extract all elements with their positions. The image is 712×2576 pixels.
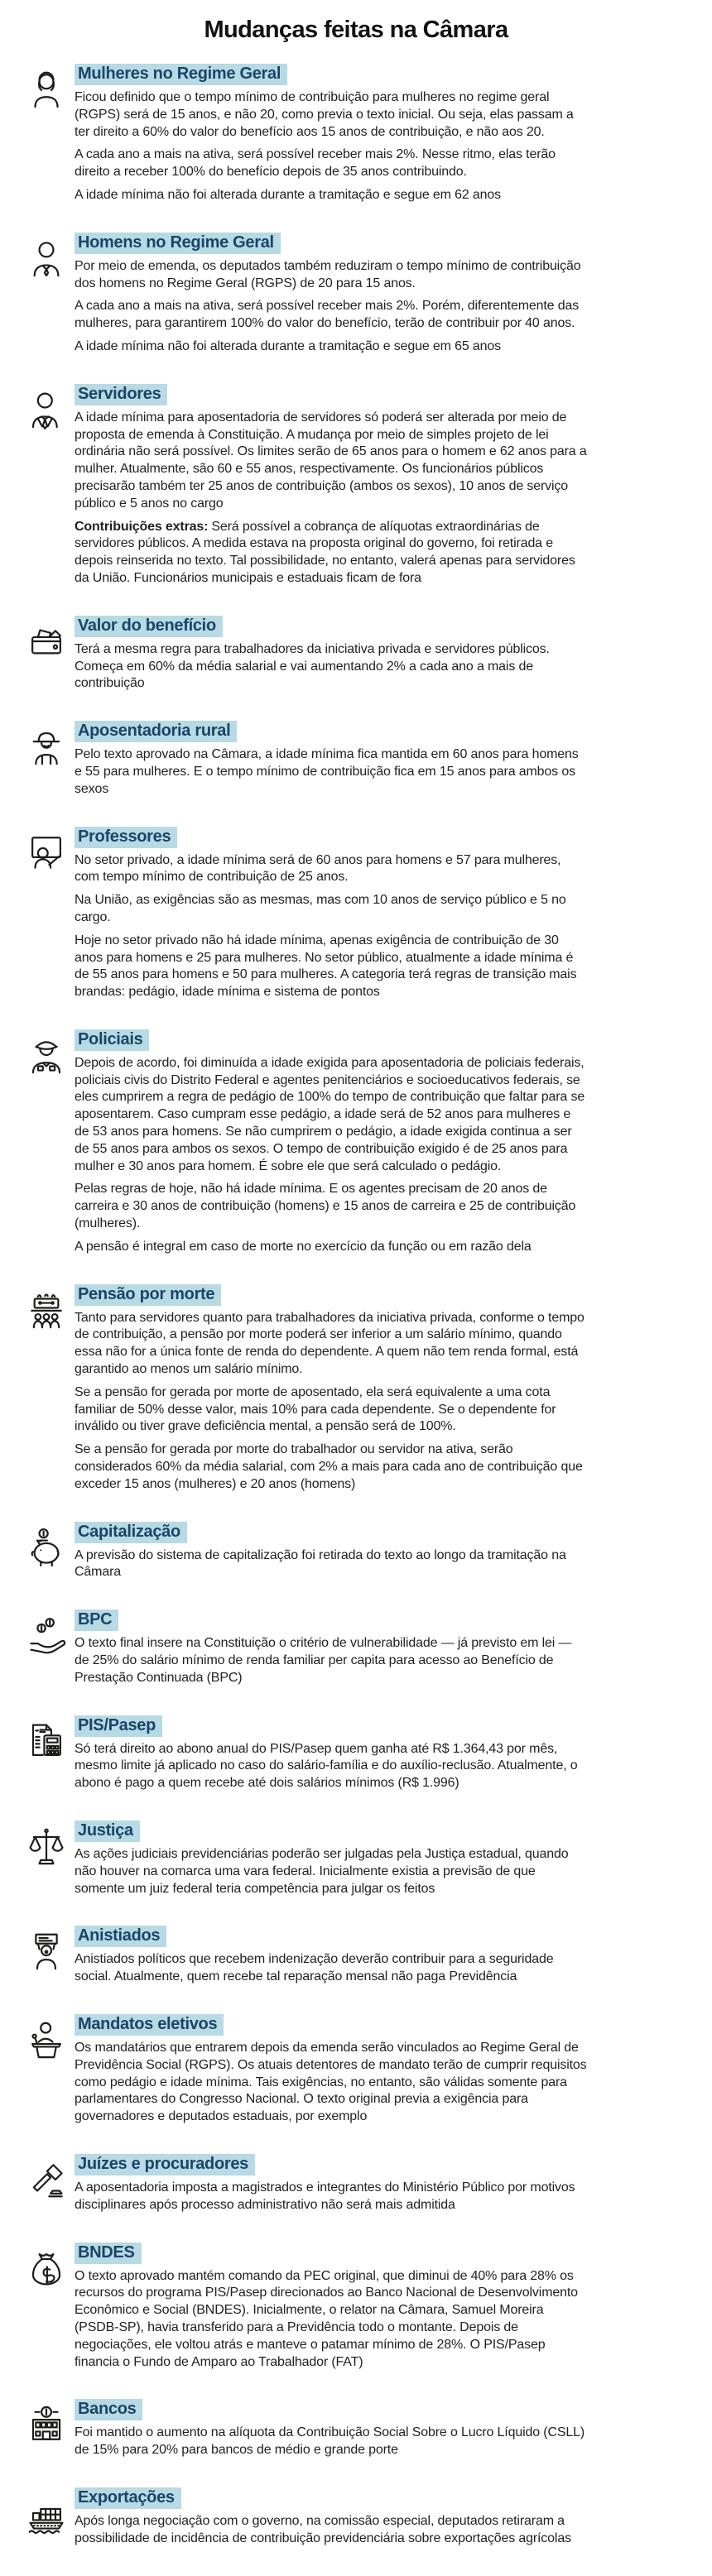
section-paragraph: No setor privado, a idade mínima será de 60 anos para homens e 57 para mulheres, com tempo mínimo de contribuição de 25 anos. xyxy=(75,852,561,885)
section-title: Professores xyxy=(75,827,177,848)
section-title: Bancos xyxy=(75,2399,142,2420)
section-title: Juízes e procuradores xyxy=(75,2154,255,2175)
section-pis-pasep xyxy=(18,1715,712,1792)
section-paragraph: Por meio de emenda, os deputados também reduziram o tempo mínimo de contribuição dos homens no Regime Geral (RGPS) de 20 para 15 anos. xyxy=(75,258,581,290)
section-title: Policiais xyxy=(75,1029,149,1051)
section-body xyxy=(75,1926,588,1986)
section-paragraph: As ações judiciais previdenciárias poderão ser julgadas pela Justiça estadual, quando não houver na comarca uma vara federal. Inicialmente existia a previsão de que somente um juiz federal teria competência para julgar os feitos xyxy=(75,1847,569,1896)
page-title: Mudanças feitas na Câmara xyxy=(204,17,508,43)
section-justica xyxy=(18,1820,712,1897)
section-paragraph: A previsão do sistema de capitalização foi retirada do texto ao longo da tramitação na Câmara xyxy=(75,1547,566,1580)
section-body xyxy=(75,827,588,1001)
section-title: Capitalização xyxy=(75,1522,187,1543)
section-body xyxy=(75,2154,588,2214)
section-homens-regime-geral xyxy=(18,233,712,356)
section-paragraph: Pelas regras de hoje, não há idade mínima. E os agentes precisam de 20 anos de carreira e 30 anos de contribuição (homens) e 15 anos de carreira e 25 de contribuição (mulheres). xyxy=(75,1182,576,1231)
section-body xyxy=(75,384,588,588)
section-paragraph: Foi mantido o aumento na alíquota da Contribuição Social Sobre o Lucro Líquido (CSLL) de 15% para 20% para bancos de médio e grande porte xyxy=(75,2425,585,2458)
section-paragraph: A idade mínima não foi alterada durante a tramitação e segue em 62 anos xyxy=(75,187,502,202)
section-paragraph: Só terá direito ao abono anual do PIS/Pasep quem ganha até R$ 1.364,43 por mês, mesmo limite já aplicado no caso do salário-família e do auxílio-reclusão. Atualmente, o abono é pago a quem recebe até dois salários mínimos (R$ 1.996) xyxy=(75,1741,578,1791)
section-paragraph: A idade mínima para aposentadoria de servidores só poderá ser alterada por meio de proposta de emenda à Constituição. A mudança por meio de simples projeto de lei ordinária não será possível. Os limites serão de 65 anos para o homem e 62 anos para a mulher. Atualmente, são 60 e 55 anos, respectivamente. Os funcionários públicos precisarão também ter 25 anos de contribuição (ambos os sexos), 10 anos de serviço público e 5 anos no cargo xyxy=(75,410,587,511)
section-title: BNDES xyxy=(75,2243,142,2264)
section-valor-do-beneficio xyxy=(18,616,712,693)
section-body xyxy=(75,2487,588,2548)
section-title: Aposentadoria rural xyxy=(75,721,237,742)
section-paragraph: Anistiados políticos que recebem indenização deverão contribuir para a seguridade social. Atualmente, quem recebe tal reparação mensal não paga Previdência xyxy=(75,1952,554,1984)
section-title: Exportações xyxy=(75,2487,181,2509)
section-paragraph: Se a pensão for gerada por morte do trabalhador ou servidor na ativa, serão considerados 60% da média salarial, com 2% a mais para cada ano de contribuição que exceder 15 anos (mulheres) e 20 anos (homens) xyxy=(75,1442,583,1491)
section-title: Pensão por morte xyxy=(75,1284,221,1306)
farmer-icon xyxy=(18,721,75,769)
section-juizes-e-procuradores xyxy=(18,2154,712,2214)
police-officer-icon xyxy=(18,1029,75,1077)
gavel-icon xyxy=(18,2154,75,2202)
section-paragraph: Ficou definido que o tempo mínimo de contribuição para mulheres no regime geral (RGPS) será de 15 anos, e não 20, como previa o texto inicial. Ou seja, elas passam a ter direito a 60% do valor do benefício aos 15 anos de contribuição, e não aos 20. xyxy=(75,90,574,139)
section-paragraph: Na União, as exigências são as mesmas, mas com 10 anos de serviço público e 5 no cargo. xyxy=(75,893,566,924)
section-body xyxy=(75,2243,588,2372)
section-body xyxy=(75,1820,588,1897)
section-paragraph: A pensão é integral em caso de morte no exercício da função ou em razão dela xyxy=(75,1239,532,1254)
section-body xyxy=(75,1609,588,1686)
civil-servant-icon xyxy=(18,384,75,432)
section-body xyxy=(75,1029,588,1256)
section-title: PIS/Pasep xyxy=(75,1715,162,1737)
section-title: Servidores xyxy=(75,384,167,405)
receipt-calculator-icon xyxy=(18,1715,75,1763)
section-body xyxy=(75,1715,588,1792)
section-body xyxy=(75,2399,588,2459)
section-paragraph: A cada ano a mais na ativa, será possível receber mais 2%. Nesse ritmo, elas terão direito a receber 100% do benefício depois de 35 anos contribuindo. xyxy=(75,147,556,180)
section-body xyxy=(75,64,588,204)
sections xyxy=(0,64,712,2548)
section-paragraph: Após longa negociação com o governo, na comissão especial, deputados retiraram a possibilidade de incidência de contribuição previdenciária sobre exportações agrícolas xyxy=(75,2513,571,2545)
section-paragraph: Depois de acordo, foi diminuída a idade exigida para aposentadoria de policiais federais, policiais civis do Distrito Federal e agentes penitenciários e socioeducativos federais, se eles cumprirem a regra de pedágio de 100% do tempo de contribuição que faltar para se aposentarem. Caso cumpram esse pedágio, a idade será de 52 anos para mulheres e de 53 anos para homens. Se não cumprirem o pedágio, a idade exigida continua a ser de 55 anos para ambos os sexos. O tempo de contribuição exigido é de 25 anos para mulher e 30 anos para homem. É sobre ele que será calculado o pedágio. xyxy=(75,1055,585,1173)
section-paragraph: A cada ano a mais na ativa, será possível receber mais 2%. Porém, diferentemente das mulheres, para garantirem 100% do valor do benefício, terão de contribuir por 40 anos. xyxy=(75,299,580,331)
section-paragraph xyxy=(75,519,588,588)
funeral-casket-icon xyxy=(18,1284,75,1332)
section-title: BPC xyxy=(75,1609,118,1631)
section-title: Mulheres no Regime Geral xyxy=(75,64,287,85)
money-bag-icon xyxy=(18,2243,75,2291)
section-title: Justiça xyxy=(75,1820,140,1842)
bank-building-icon xyxy=(18,2399,75,2447)
section-mulheres-regime-geral xyxy=(18,64,712,204)
wallet-icon xyxy=(18,616,75,664)
section-body xyxy=(75,1522,588,1582)
section-mandatos-eletivos xyxy=(18,2014,712,2126)
paragraph-lead: Contribuições extras: xyxy=(75,519,209,534)
section-pensao-por-morte xyxy=(18,1284,712,1494)
section-paragraph: A aposentadoria imposta a magistrados e integrantes do Ministério Público por motivos disciplinares após processo administrativo não será mais admitida xyxy=(75,2180,575,2212)
section-body xyxy=(75,721,588,798)
speaker-podium-icon xyxy=(18,2014,75,2062)
protester-sign-icon xyxy=(18,1926,75,1974)
woman-icon xyxy=(18,64,75,112)
man-icon xyxy=(18,233,75,281)
section-title: Anistiados xyxy=(75,1926,166,1947)
teacher-icon xyxy=(18,827,75,875)
section-anistiados xyxy=(18,1926,712,1986)
section-title: Mandatos eletivos xyxy=(75,2014,224,2036)
section-body xyxy=(75,1284,588,1494)
section-title: Valor do benefício xyxy=(75,616,223,637)
paragraph-text: Será possível a cobrança de alíquotas extraordinárias de servidores públicos. A medida estava na proposta original do governo, foi retirada e depois reinserida no texto. Tal possibilidade, no entanto, valerá apenas para servidores da União. Funcionários municipais e estaduais ficam de fora xyxy=(75,519,575,585)
section-policiais xyxy=(18,1029,712,1256)
cargo-ship-icon xyxy=(18,2487,75,2535)
section-exportacoes xyxy=(18,2487,712,2548)
hand-coins-icon xyxy=(18,1609,75,1657)
section-paragraph: A idade mínima não foi alterada durante a tramitação e segue em 65 anos xyxy=(75,338,502,353)
section-paragraph: Terá a mesma regra para trabalhadores da iniciativa privada e servidores públicos. Começa em 60% da média salarial e vai aumentando 2% a cada ano a mais de contribuição xyxy=(75,641,550,691)
section-professores xyxy=(18,827,712,1001)
section-body xyxy=(75,2014,588,2126)
section-body xyxy=(75,233,588,356)
section-servidores xyxy=(18,384,712,588)
scales-of-justice-icon xyxy=(18,1820,75,1868)
section-bancos xyxy=(18,2399,712,2459)
section-paragraph: O texto aprovado mantém comando da PEC original, que diminui de 40% para 28% os recursos do programa PIS/Pasep direcionados ao Banco Nacional de Desenvolvimento Econômico e Social (BNDES). Inicialmente, o relator na Câmara, Samuel Moreira (PSDB-SP), havia transferido para a Previdência todo o montante. Depois de negociações, ele voltou atrás e manteve o patamar mínimo de 28%. O PIS/Pasep financia o Fundo de Amparo ao Trabalhador (FAT) xyxy=(75,2268,578,2369)
section-aposentadoria-rural xyxy=(18,721,712,798)
section-paragraph: O texto final insere na Constituição o critério de vulnerabilidade — já previsto em lei — de 25% do salário mínimo de renda familiar per capita para acesso ao Benefício de Prestação Continuada (BPC) xyxy=(75,1636,572,1685)
section-capitalizacao xyxy=(18,1522,712,1582)
piggy-bank-icon xyxy=(18,1522,75,1570)
section-title: Homens no Regime Geral xyxy=(75,233,281,254)
section-paragraph: Tanto para servidores quanto para trabalhadores da iniciativa privada, conforme o tempo de contribuição, a pensão por morte poderá ser inferior a um salário mínimo, quando essa não for a única fonte de renda do dependente. A quem não tem renda formal, está garantido ao menos um salário mínimo. xyxy=(75,1310,585,1377)
section-paragraph: Hoje no setor privado não há idade mínima, apenas exigência de contribuição de 30 anos para homens e 25 para mulheres. No setor público, atualmente a idade mínima é de 55 anos para homens e 50 para mulheres. A categoria terá regras de transição mais brandas: pedágio, idade mínima e sistema de pontos xyxy=(75,933,577,1000)
section-paragraph: Se a pensão for gerada por morte de aposentado, ela será equivalente a uma cota familiar de 50% desse valor, mais 10% para cada dependente. Se o dependente for inválido ou tiver grave deficiência mental, a pensão será de 100%. xyxy=(75,1384,556,1434)
section-bpc xyxy=(18,1609,712,1686)
section-paragraph: Os mandatários que entrarem depois da emenda serão vinculados ao Regime Geral de Previdência Social (RGPS). Os atuais detentores de mandato terão de cumprir requisitos como pedágio e idade mínima. Tais exigências, no entanto, são válidas somente para parlamentares do Congresso Nacional. O texto original previa a exigência para governadores e deputados estaduais, por exemplo xyxy=(75,2040,587,2124)
section-body xyxy=(75,616,588,693)
section-paragraph: Pelo texto aprovado na Câmara, a idade mínima fica mantida em 60 anos para homens e 55 para mulheres. E o tempo mínimo de contribuição fica em 15 anos para ambos os sexos xyxy=(75,747,579,796)
section-bndes xyxy=(18,2243,712,2372)
